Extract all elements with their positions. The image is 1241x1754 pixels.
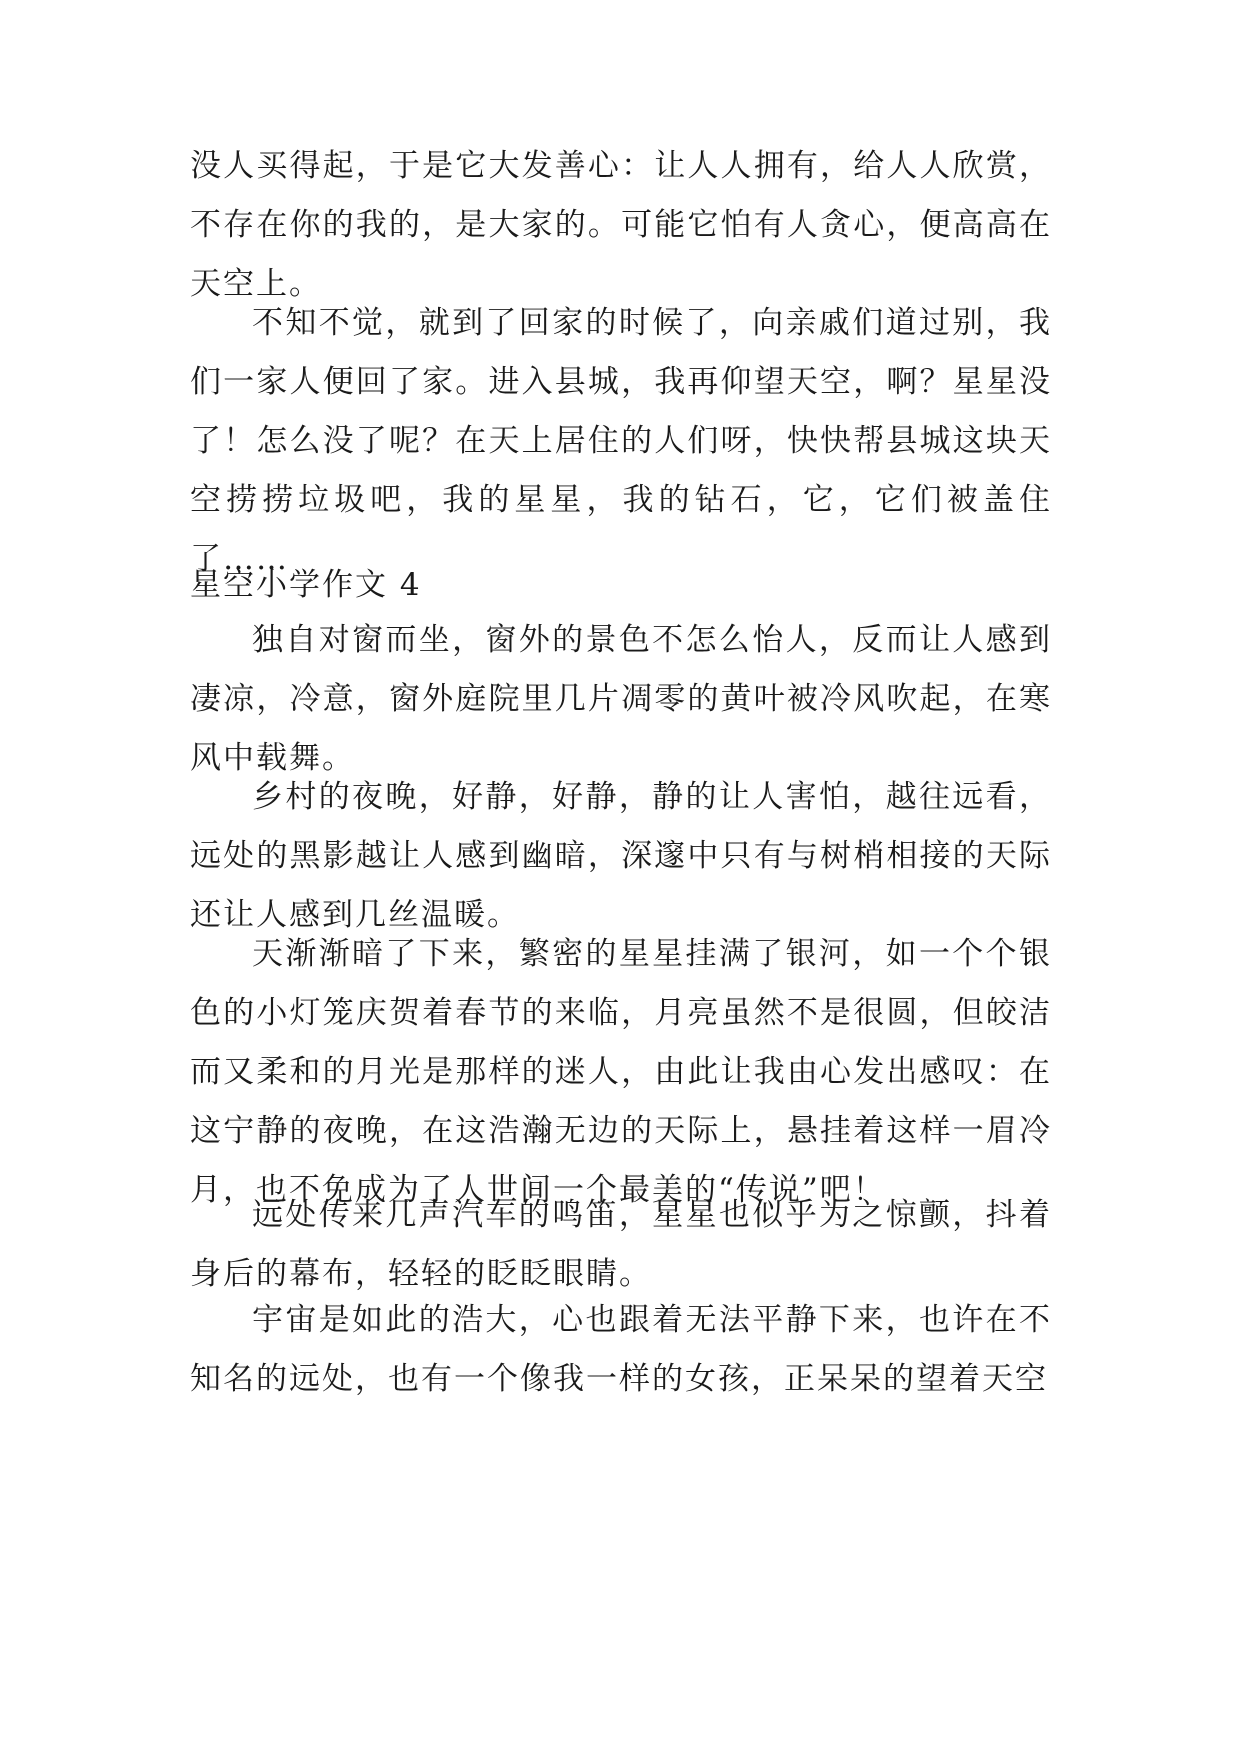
paragraph-universe: 宇宙是如此的浩大，心也跟着无法平静下来，也许在不知名的远处，也有一个像我一样的女孩，正呆呆的望着天空 [190,1302,1052,1397]
paragraph-window: 独自对窗而坐，窗外的景色不怎么怡人，反而让人感到凄凉，冷意，窗外庭院里几片凋零的黄叶被冷风吹起，在寒风中载舞。 [190,622,1052,776]
paragraph-starry-sky: 天渐渐暗了下来，繁密的星星挂满了银河，如一个个银色的小灯笼庆贺着春节的来临，月亮虽然不是很圆，但皎洁而又柔和的月光是那样的迷人，由此让我由心发出感叹：在这宁静的夜晚，在这浩瀚无边的天际上，悬挂着这样一眉冷月，也不免成为了人世间一个最美的“传说”吧！ [190,936,1052,1208]
paragraph-village-night: 乡村的夜晚，好静，好静，静的让人害怕，越往远看，远处的黑影越让人感到幽暗，深邃中只有与树梢相接的天际还让人感到几丝温暖。 [190,779,1052,933]
paragraph-return-home: 不知不觉，就到了回家的时候了，向亲戚们道过别，我们一家人便回了家。进入县城，我再仰望天空，啊？星星没了！怎么没了呢？在天上居住的人们呀，快快帮县城这块天空捞捞垃圾吧，我的星星，我的钻石，它，它们被盖住了…… [190,305,1052,577]
section-heading-essay-4: 星空小学作文 4 [190,567,422,603]
paragraph-continuation: 没人买得起，于是它大发善心：让人人拥有，给人人欣赏，不存在你的我的，是大家的。可能它怕有人贪心，便高高在天空上。 [190,148,1052,302]
paragraph-car-horn: 远处传来几声汽车的鸣笛，星星也似乎为之惊颤，抖着身后的幕布，轻轻的眨眨眼睛。 [190,1197,1052,1292]
